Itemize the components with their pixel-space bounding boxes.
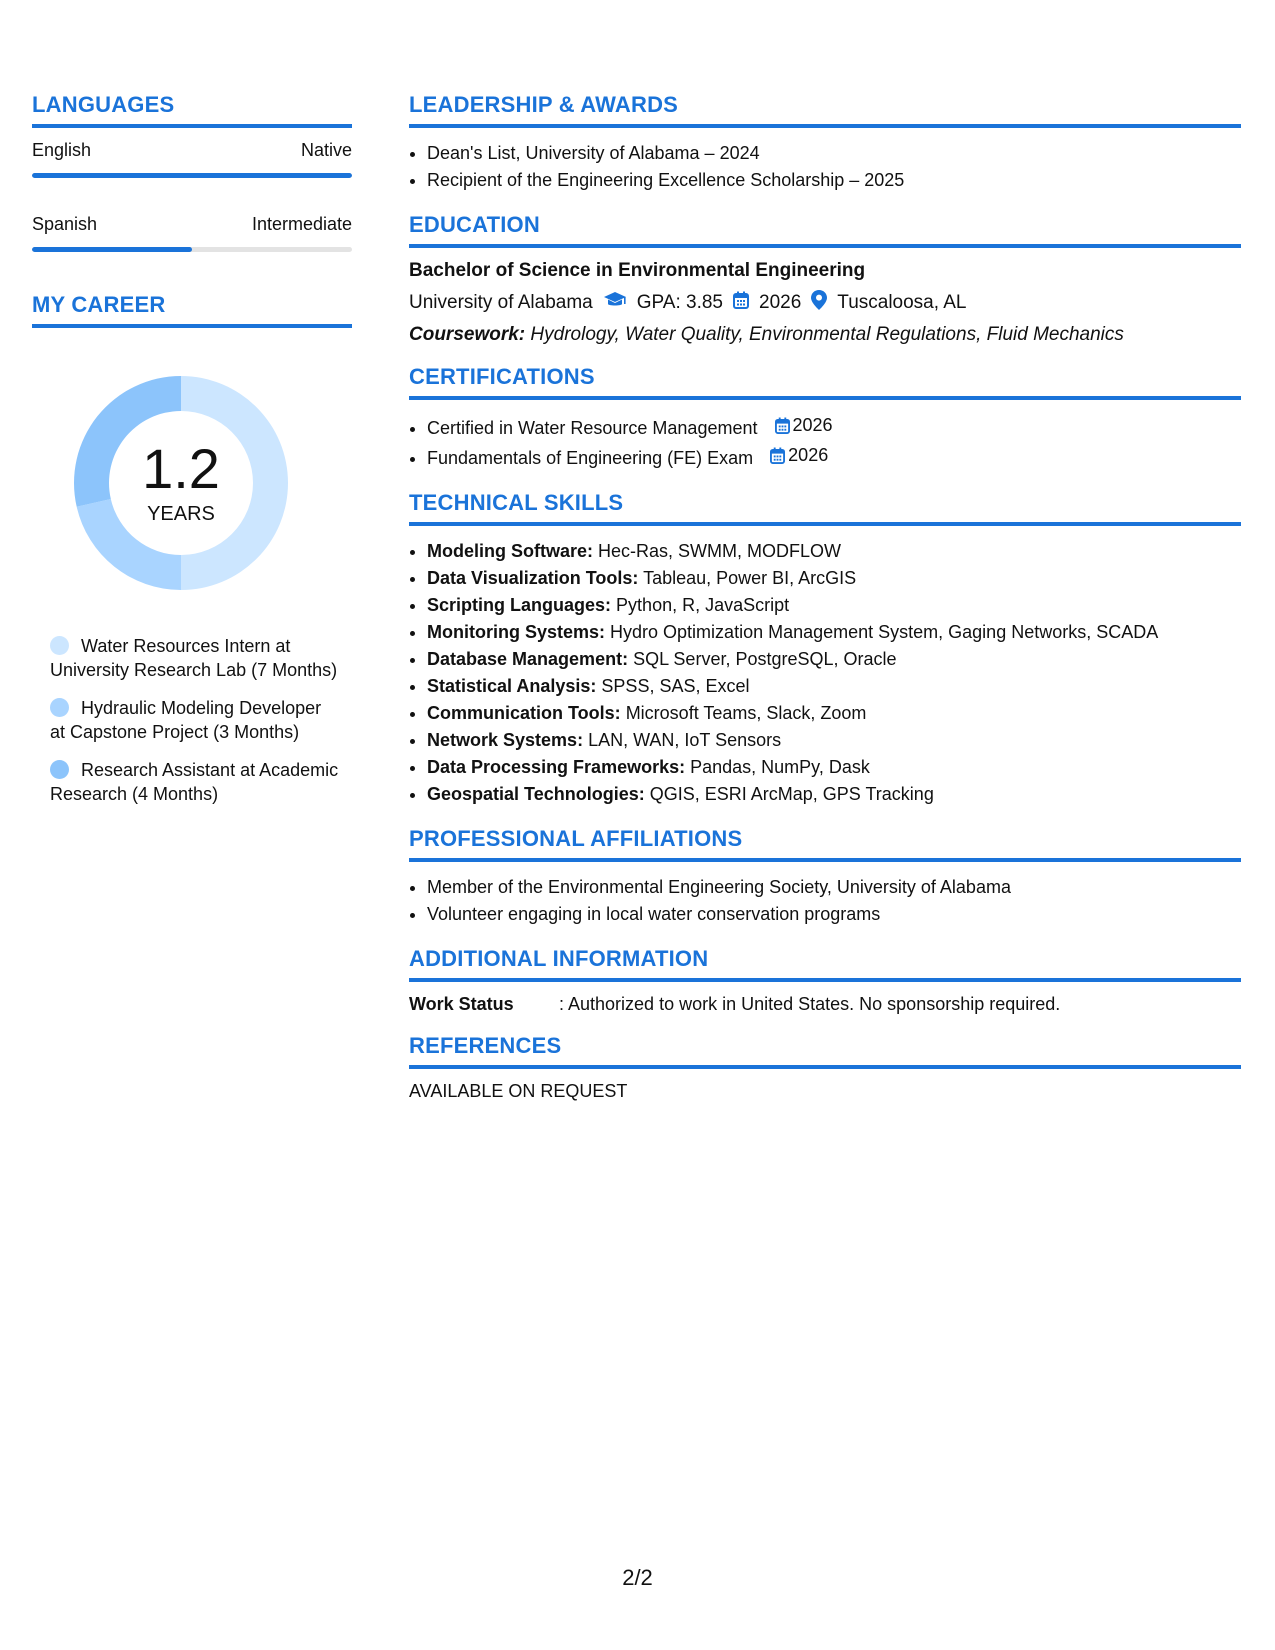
certifications-heading: CERTIFICATIONS [409, 364, 1241, 400]
skill-label: Monitoring Systems: [427, 622, 606, 642]
skill-value: Hydro Optimization Management System, Gaging Networks, SCADA [610, 622, 1159, 642]
skill-label: Communication Tools: [427, 703, 621, 723]
work-status-label: Work Status [409, 994, 514, 1014]
skill-value: Hec-Ras, SWMM, MODFLOW [598, 541, 842, 561]
education-section [409, 212, 1241, 346]
references-heading: REFERENCES [409, 1033, 1241, 1069]
language-item [32, 140, 352, 178]
additional-info-section [409, 946, 1241, 1015]
certification-date: 2026 [792, 415, 833, 435]
calendar-icon [770, 447, 785, 464]
skill-value: SPSS, SAS, Excel [601, 676, 750, 696]
career-legend [50, 634, 340, 806]
career-legend-item [50, 696, 340, 744]
language-name: English [32, 140, 92, 160]
skill-item [427, 538, 1241, 565]
language-proficiency-bar [32, 173, 352, 178]
certification-name: Fundamentals of Engineering (FE) Exam [427, 448, 754, 468]
legend-dot-icon [50, 760, 69, 779]
career-donut-chart [66, 368, 296, 598]
skill-label: Scripting Languages: [427, 595, 612, 615]
skill-item [427, 673, 1241, 700]
leadership-item: • Recipient of the Engineering Excellence Scholarship – 2025 [427, 167, 1241, 194]
affiliation-item: • Volunteer engaging in local water conservation programs [427, 901, 1241, 928]
references-section [409, 1033, 1241, 1102]
skill-value: LAN, WAN, IoT Sensors [588, 730, 782, 750]
skill-item [427, 619, 1241, 646]
skill-item [427, 646, 1241, 673]
location-pin-icon [811, 290, 827, 316]
certification-date: 2026 [788, 445, 829, 465]
skill-value: Microsoft Teams, Slack, Zoom [625, 703, 867, 723]
additional-info-heading: ADDITIONAL INFORMATION [409, 946, 1241, 982]
page-number: 2/2 [622, 1565, 653, 1590]
career-legend-item [50, 634, 340, 682]
legend-dot-icon [50, 698, 69, 717]
coursework [409, 324, 1241, 346]
degree-title: Bachelor of Science in Environmental Engineering [409, 260, 866, 281]
skill-item [427, 592, 1241, 619]
language-level: Intermediate [251, 214, 352, 234]
career-total-unit: YEARS [147, 502, 215, 525]
work-status-value: : Authorized to work in United States. No sponsorship required. [559, 994, 1061, 1014]
language-level: Native [300, 140, 352, 160]
affiliations-heading: PROFESSIONAL AFFILIATIONS [409, 826, 1241, 862]
certification-item [427, 412, 1241, 442]
certification-name: Certified in Water Resource Management [427, 418, 758, 438]
calendar-icon [733, 291, 749, 315]
leadership-item: • Dean's List, University of Alabama – 2024 [427, 140, 1241, 167]
skills-section [409, 490, 1241, 808]
language-item [32, 214, 352, 252]
gpa: GPA: 3.85 [636, 292, 724, 313]
graduation-cap-icon [603, 291, 627, 315]
coursework-list: Hydrology, Water Quality, Environmental Regulations, Fluid Mechanics [530, 324, 1124, 345]
school-location: Tuscaloosa, AL [837, 292, 967, 313]
leadership-heading: LEADERSHIP & AWARDS [409, 92, 1241, 128]
career-legend-label: Research Assistant at Academic Research (4 Months) [50, 760, 339, 804]
skill-item [427, 727, 1241, 754]
languages-section [32, 92, 352, 252]
skill-value: QGIS, ESRI ArcMap, GPS Tracking [649, 784, 934, 804]
left-column [32, 92, 352, 820]
skill-item [427, 565, 1241, 592]
coursework-label: Coursework: [409, 324, 526, 345]
legend-dot-icon [50, 636, 69, 655]
career-legend-item [50, 758, 340, 806]
career-heading: MY CAREER [32, 292, 352, 328]
skill-item [427, 781, 1241, 808]
skill-label: Database Management: [427, 649, 629, 669]
skill-item [427, 700, 1241, 727]
skill-value: Python, R, JavaScript [616, 595, 790, 615]
language-proficiency-fill [32, 173, 352, 178]
skill-label: Geospatial Technologies: [427, 784, 645, 804]
education-heading: EDUCATION [409, 212, 1241, 248]
skill-label: Data Visualization Tools: [427, 568, 639, 588]
skills-heading: TECHNICAL SKILLS [409, 490, 1241, 526]
languages-heading: LANGUAGES [32, 92, 352, 128]
career-total-value: 1.2 [142, 436, 220, 500]
graduation-year: 2026 [759, 292, 802, 313]
skill-value: Tableau, Power BI, ArcGIS [643, 568, 857, 588]
language-name: Spanish [32, 214, 98, 234]
career-legend-label: Hydraulic Modeling Developer at Capstone Project (3 Months) [50, 698, 322, 742]
language-proficiency-bar [32, 247, 352, 252]
language-proficiency-fill [32, 247, 192, 252]
school-name: University of Alabama [409, 292, 593, 313]
career-section [32, 292, 352, 806]
calendar-icon [775, 417, 790, 434]
certification-item [427, 442, 1241, 472]
skill-label: Data Processing Frameworks: [427, 757, 686, 777]
affiliation-item: • Member of the Environmental Engineering Society, University of Alabama [427, 874, 1241, 901]
career-legend-label: Water Resources Intern at University Research Lab (7 Months) [50, 636, 338, 680]
skill-value: Pandas, NumPy, Dask [690, 757, 870, 777]
skill-label: Modeling Software: [427, 541, 593, 561]
skill-label: Network Systems: [427, 730, 584, 750]
work-status-row [409, 994, 1241, 1015]
skill-value: SQL Server, PostgreSQL, Oracle [633, 649, 897, 669]
affiliations-section [409, 826, 1241, 928]
references-text: AVAILABLE ON REQUEST [409, 1081, 628, 1101]
skill-item [427, 754, 1241, 781]
leadership-section [409, 92, 1241, 194]
education-details [409, 290, 1241, 316]
certifications-section [409, 364, 1241, 472]
skill-label: Statistical Analysis: [427, 676, 597, 696]
right-column [409, 92, 1241, 1120]
